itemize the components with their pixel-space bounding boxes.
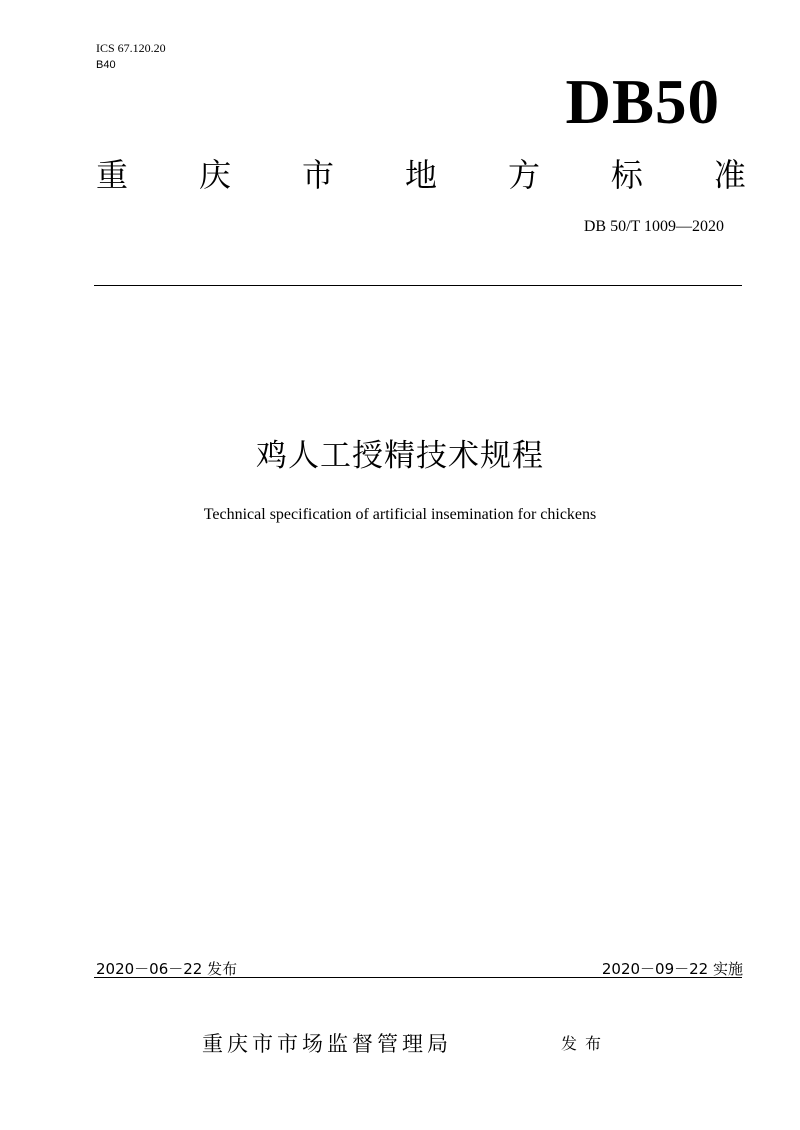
standard-type-char: 市 — [301, 156, 334, 194]
standard-logo-code: DB50 — [565, 67, 720, 137]
standard-number: DB 50/T 1009—2020 — [583, 218, 724, 235]
publish-date: 2020－06－22 发布 — [96, 960, 238, 978]
header-divider — [94, 285, 742, 286]
standard-type-char: 庆 — [198, 156, 231, 194]
document-title: 鸡人工授精技术规程 — [256, 438, 544, 474]
implement-date: 2020－09－22 实施 — [601, 960, 743, 978]
document-subtitle-english: Technical specification of artificial insemination for chickens — [203, 506, 597, 523]
standard-type-char: 重 — [96, 156, 129, 194]
standard-type-char: 标 — [610, 156, 643, 194]
issuing-authority: 重庆市市场监督管理局 — [202, 1032, 452, 1056]
standard-type-char: 准 — [713, 156, 746, 194]
classification-code: B40 — [96, 59, 116, 71]
footer-divider — [94, 977, 742, 978]
ics-code: ICS 67.120.20 — [96, 41, 166, 55]
standard-type-title — [96, 155, 746, 195]
standard-type-char: 地 — [404, 156, 437, 194]
standard-type-char: 方 — [507, 156, 540, 194]
issue-label: 发布 — [561, 1034, 610, 1053]
